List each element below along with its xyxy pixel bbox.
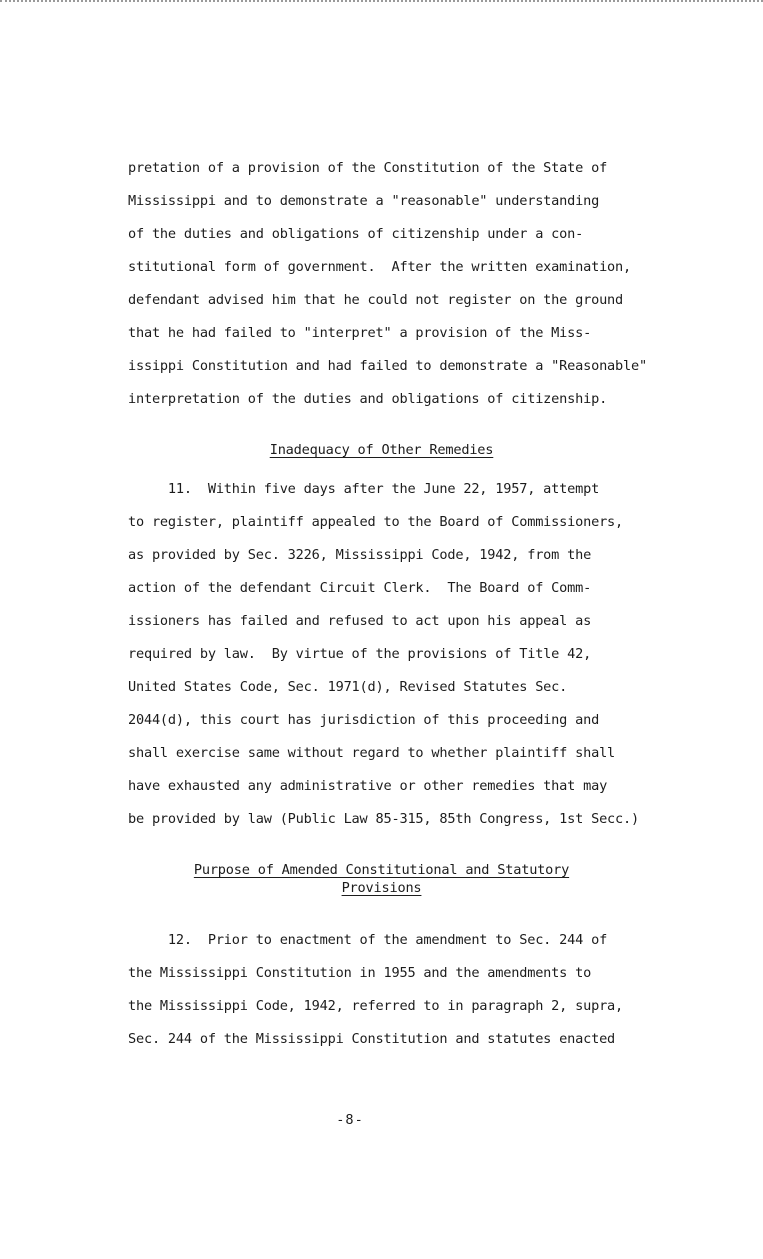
heading-text: Provisions — [341, 880, 422, 896]
paragraph-12 — [128, 924, 748, 1056]
text-line: the Mississippi Code, 1942, referred to in paragraph 2, supra, — [128, 998, 624, 1014]
paragraph-11 — [128, 473, 748, 836]
text-line: 12. Prior to enactment of the amendment to Sec. 244 of — [128, 932, 608, 948]
text-line: have exhausted any administrative or other remedies that may — [128, 778, 608, 794]
section-heading-purpose-continued — [0, 880, 763, 896]
section-heading-remedies — [0, 442, 763, 458]
text-line: of the duties and obligations of citizenship under a con- — [128, 226, 584, 242]
text-line: to register, plaintiff appealed to the Board of Commissioners, — [128, 514, 624, 530]
text-line: issippi Constitution and had failed to demonstrate a "Reasonable" — [128, 358, 647, 374]
heading-text: Inadequacy of Other Remedies — [269, 442, 494, 458]
text-line: required by law. By virtue of the provisions of Title 42, — [128, 646, 592, 662]
text-line: action of the defendant Circuit Clerk. The Board of Comm- — [128, 580, 592, 596]
paragraph-10-continued — [128, 152, 748, 416]
text-line: as provided by Sec. 3226, Mississippi Code, 1942, from the — [128, 547, 592, 563]
text-line: be provided by law (Public Law 85-315, 85th Congress, 1st Secc.) — [128, 811, 639, 827]
text-line: interpretation of the duties and obligations of citizenship. — [128, 391, 608, 407]
section-heading-purpose — [0, 862, 763, 878]
text-line: 11. Within five days after the June 22, 1957, attempt — [128, 481, 600, 497]
text-line: issioners has failed and refused to act upon his appeal as — [128, 613, 592, 629]
text-line: shall exercise same without regard to whether plaintiff shall — [128, 745, 616, 761]
text-line: Sec. 244 of the Mississippi Constitution and statutes enacted — [128, 1031, 616, 1047]
text-line: that he had failed to "interpret" a provision of the Miss- — [128, 325, 592, 341]
text-line: pretation of a provision of the Constitution of the State of — [128, 160, 608, 176]
text-line: United States Code, Sec. 1971(d), Revised Statutes Sec. — [128, 679, 568, 695]
page-top-edge — [0, 0, 763, 2]
text-line: the Mississippi Constitution in 1955 and the amendments to — [128, 965, 592, 981]
text-line: defendant advised him that he could not register on the ground — [128, 292, 624, 308]
page-number: -8- — [336, 1112, 364, 1128]
text-line: stitutional form of government. After the written examination, — [128, 259, 632, 275]
text-line: Mississippi and to demonstrate a "reasonable" understanding — [128, 193, 600, 209]
heading-text: Purpose of Amended Constitutional and Statutory — [193, 862, 570, 878]
text-line: 2044(d), this court has jurisdiction of this proceeding and — [128, 712, 600, 728]
